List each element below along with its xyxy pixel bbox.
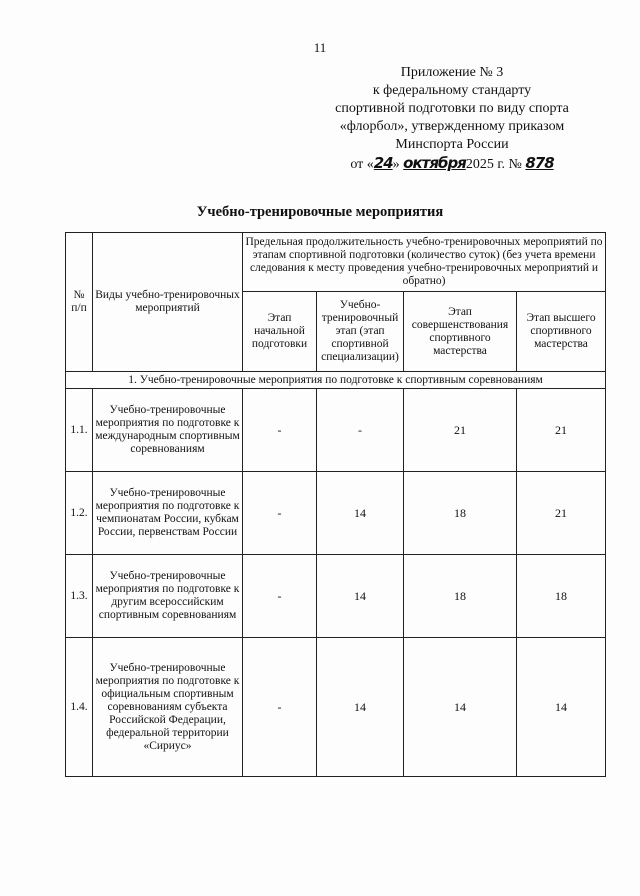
table-row	[66, 389, 606, 472]
row-num: 1.1.	[66, 389, 93, 472]
row-value-stage-3: 18	[404, 472, 517, 555]
appendix-line-1: Приложение № 3	[400, 65, 504, 80]
order-month-handwritten: октября	[403, 154, 466, 172]
row-value-stage-3: 18	[404, 555, 517, 638]
header-group: Предельная продолжительность учебно-тренировочных мероприятий по этапам спортивной подготовки (количество суток) (без учета времени следования к месту проведения учебно-тренировочных мероприятий и обратно)	[243, 233, 606, 292]
row-name: Учебно-тренировочные мероприятия по подготовке к чемпионатам России, кубкам России, первенствам России	[93, 472, 243, 555]
row-name: Учебно-тренировочные мероприятия по подготовке к официальным спортивным соревнованиям субъекта Российской Федерации, федеральной территории «Сириус»	[93, 638, 243, 777]
appendix-line-2: к федеральному стандарту	[372, 83, 532, 98]
row-num: 1.3.	[66, 555, 93, 638]
row-value-stage-2: -	[317, 389, 404, 472]
section-row	[66, 372, 606, 389]
appendix-line-5: Минспорта России	[395, 137, 509, 152]
row-name: Учебно-тренировочные мероприятия по подготовке к международным спортивным соревнованиям	[93, 389, 243, 472]
header-stage-2: Учебно-тренировочный этап (этап спортивной специализации)	[317, 292, 404, 372]
header-stage-3: Этап совершенствования спортивного мастерства	[404, 292, 517, 372]
table-row	[66, 638, 606, 777]
table-row	[66, 472, 606, 555]
document-title: Учебно-тренировочные мероприятия	[196, 204, 444, 220]
header-stage-4: Этап высшего спортивного мастерства	[517, 292, 606, 372]
row-value-stage-4: 14	[517, 638, 606, 777]
row-value-stage-2: 14	[317, 472, 404, 555]
order-prefix: от «	[350, 157, 374, 172]
appendix-block	[302, 64, 602, 174]
row-value-stage-3: 14	[404, 638, 517, 777]
row-value-stage-4: 18	[517, 555, 606, 638]
header-row-1	[66, 233, 606, 292]
order-number-handwritten: 878	[525, 154, 554, 172]
row-value-stage-3: 21	[404, 389, 517, 472]
row-value-stage-1: -	[243, 638, 317, 777]
order-mid: »	[392, 157, 400, 172]
appendix-line-3: спортивной подготовки по виду спорта	[335, 101, 569, 116]
row-value-stage-1: -	[243, 389, 317, 472]
row-value-stage-1: -	[243, 555, 317, 638]
training-events-table	[65, 232, 606, 777]
order-day-handwritten: 24	[373, 154, 393, 172]
row-num: 1.2.	[66, 472, 93, 555]
header-stage-1: Этап начальной подготовки	[243, 292, 317, 372]
row-value-stage-4: 21	[517, 389, 606, 472]
header-num: № п/п	[66, 233, 93, 372]
section-title: 1. Учебно-тренировочные мероприятия по подготовке к спортивным соревнованиям	[66, 372, 606, 389]
table-row	[66, 555, 606, 638]
row-value-stage-4: 21	[517, 472, 606, 555]
row-value-stage-2: 14	[317, 638, 404, 777]
row-value-stage-1: -	[243, 472, 317, 555]
page-number: 11	[313, 40, 327, 55]
order-line	[302, 154, 602, 174]
header-kind: Виды учебно-тренировочных мероприятий	[93, 233, 243, 372]
row-name: Учебно-тренировочные мероприятия по подготовке к другим всероссийским спортивным соревнованиям	[93, 555, 243, 638]
row-num: 1.4.	[66, 638, 93, 777]
row-value-stage-2: 14	[317, 555, 404, 638]
appendix-line-4: «флорбол», утвержденному приказом	[339, 119, 565, 134]
order-year: 2025 г. №	[465, 157, 522, 172]
